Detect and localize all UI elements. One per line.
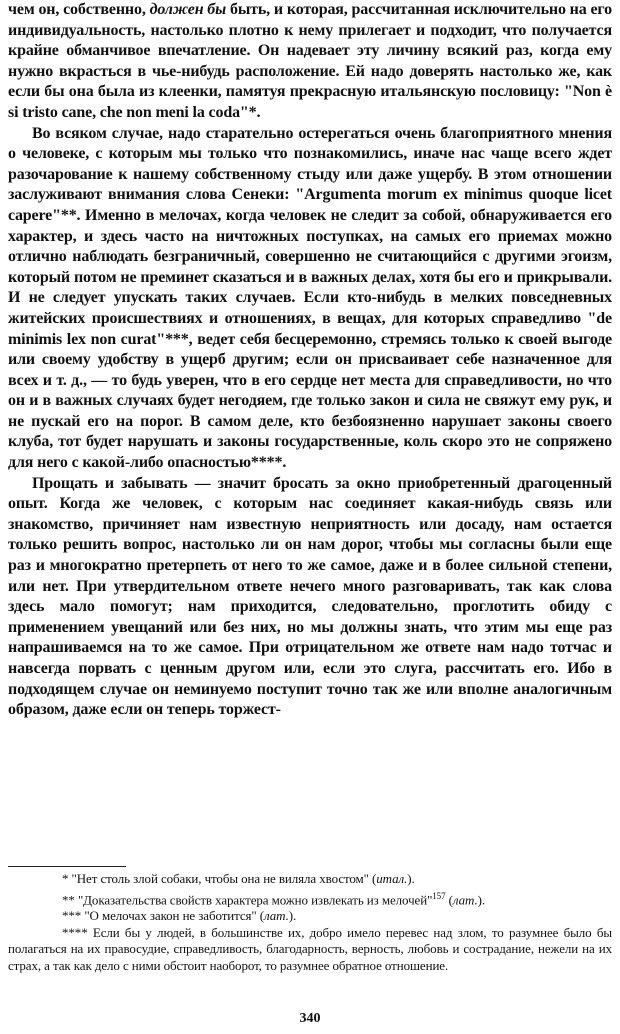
- footnote-3-close: ).: [288, 908, 297, 924]
- paragraph-2: Во всяком случае, надо старательно остерегаться очень благоприятного мнения о человеке, с которым мы только что познакомились, иначе нас чаще всего ждет разочарование к нашему собственному стыду или даже ущербу. В этом отношении заслуживают внимания слова Сенеки: "Argumenta morum ex minimus quoque licet capere"**. Именно в мелочах, когда человек не следит за собой, обнаруживается его характер, и здесь часто на ничтожных поступках, на самых его приемах можно отлично наблюдать безграничный, совершенно не считающийся с другими эгоизм, который потом не преминет сказаться и в важных делах, хотя бы его и прикрывали. И не следует упускать таких случаев. Если кто-нибудь в мелких повседневных житейских происшествиях и отношениях, в вещах, для которых справедливо "de minimis lex non curat"***, ведет себя бесцеремонно, стремясь только к своей выгоде или своему удобству в ущерб другим; если он присваивает себе назначенное для всех и т. д., — то будь уверен, что в его сердце нет места для справедливости, но что он и в важных случаях будет негодяем, где только закон и сила не свяжут ему рук, и не пускай его на порог. В самом деле, кто безбоязненно нарушает законы своего клуба, тот будет нарушать и законы государственные, коль скоро это не сопряжено для него с какой-либо опасностью****.: [8, 124, 612, 472]
- footnote-3-text: *** "О мелочах закон не заботится" (: [62, 908, 265, 924]
- paragraph-1-emphasis: должен бы: [149, 1, 227, 18]
- footnote-1-text: * "Нет столь злой собаки, чтобы она не виляла хвостом" (: [62, 871, 377, 886]
- footnote-2-ref: 157: [432, 890, 446, 901]
- paragraph-1-rest: быть, и которая, рассчитанная исключительно на его индивидуальность, настолько плотно к нему прилегает и подходит, что получается крайне обманчивое впечатление. Он надевает эту личину всякий раз, когда ему нужно вкрасться в чье-нибудь расположение. Ей надо доверять настолько же, как если бы она была из клеенки, памятуя прекрасную итальянскую пословицу: "Non è si tristo cane, che non meni la coda"*.: [8, 1, 612, 121]
- footnote-2: ** "Доказательства свойств характера можно извлекать из мелочей"$^{157}$ (лат.).: [62, 890, 485, 907]
- footnote-4: **** Если бы у людей, в большинстве их, добро имело перевес над злом, то разумнее было бы полагаться на их правосудие, справедливость, благодарность, верность, любовь и сострадание, нежели на их страх, а так как дело с ними обстоит наоборот, то разумнее обратное отношение.: [8, 924, 612, 973]
- page-number: 340: [299, 1011, 321, 1026]
- footnote-3: [8, 908, 612, 925]
- footnote-1: [8, 871, 612, 888]
- main-text: [8, 0, 612, 721]
- footnotes: [8, 871, 612, 974]
- paragraph-1-start: чем он, собственно,: [8, 1, 150, 18]
- footnote-2-lang: лат.: [452, 891, 478, 907]
- footnote-3-lang: лат.: [264, 908, 289, 924]
- footnote-2-close: ).: [477, 891, 485, 907]
- footnote-divider: [8, 866, 126, 867]
- footnote-1-lang: итал.: [376, 871, 408, 886]
- footnote-1-close: ).: [407, 871, 415, 886]
- paragraph-3: Прощать и забывать — значит бросать за окно приобретенный драгоценный опыт. Когда же человек, с которым нас соединяет какая-нибудь связь или знакомство, причиняет нам известную неприятность или досаду, нам остается только решить вопрос, настолько ли он нам дорог, чтобы мы согласны были еще раз и многократно претерпеть от него то же самое, даже и в более сильной степени, или нет. При утвердительном ответе нечего много разговаривать, так как слова здесь мало помогут; нам приходится, следовательно, проглотить обиду с применением увещаний или без них, но мы должны знать, что этим мы еще раз напрашиваемся на то же самое. При отрицательном же ответе нам надо тотчас и навсегда порвать с ценным другом или, если это слуга, рассчитать его. Ибо в подходящем случае он неминуемо поступит точно так же или вполне аналогичным образом, даже если он теперь торжест-: [8, 474, 612, 719]
- paragraph-1: [8, 0, 612, 124]
- footnote-2-text: ** "Доказательства свойств характера можно извлекать из мелочей": [62, 891, 433, 907]
